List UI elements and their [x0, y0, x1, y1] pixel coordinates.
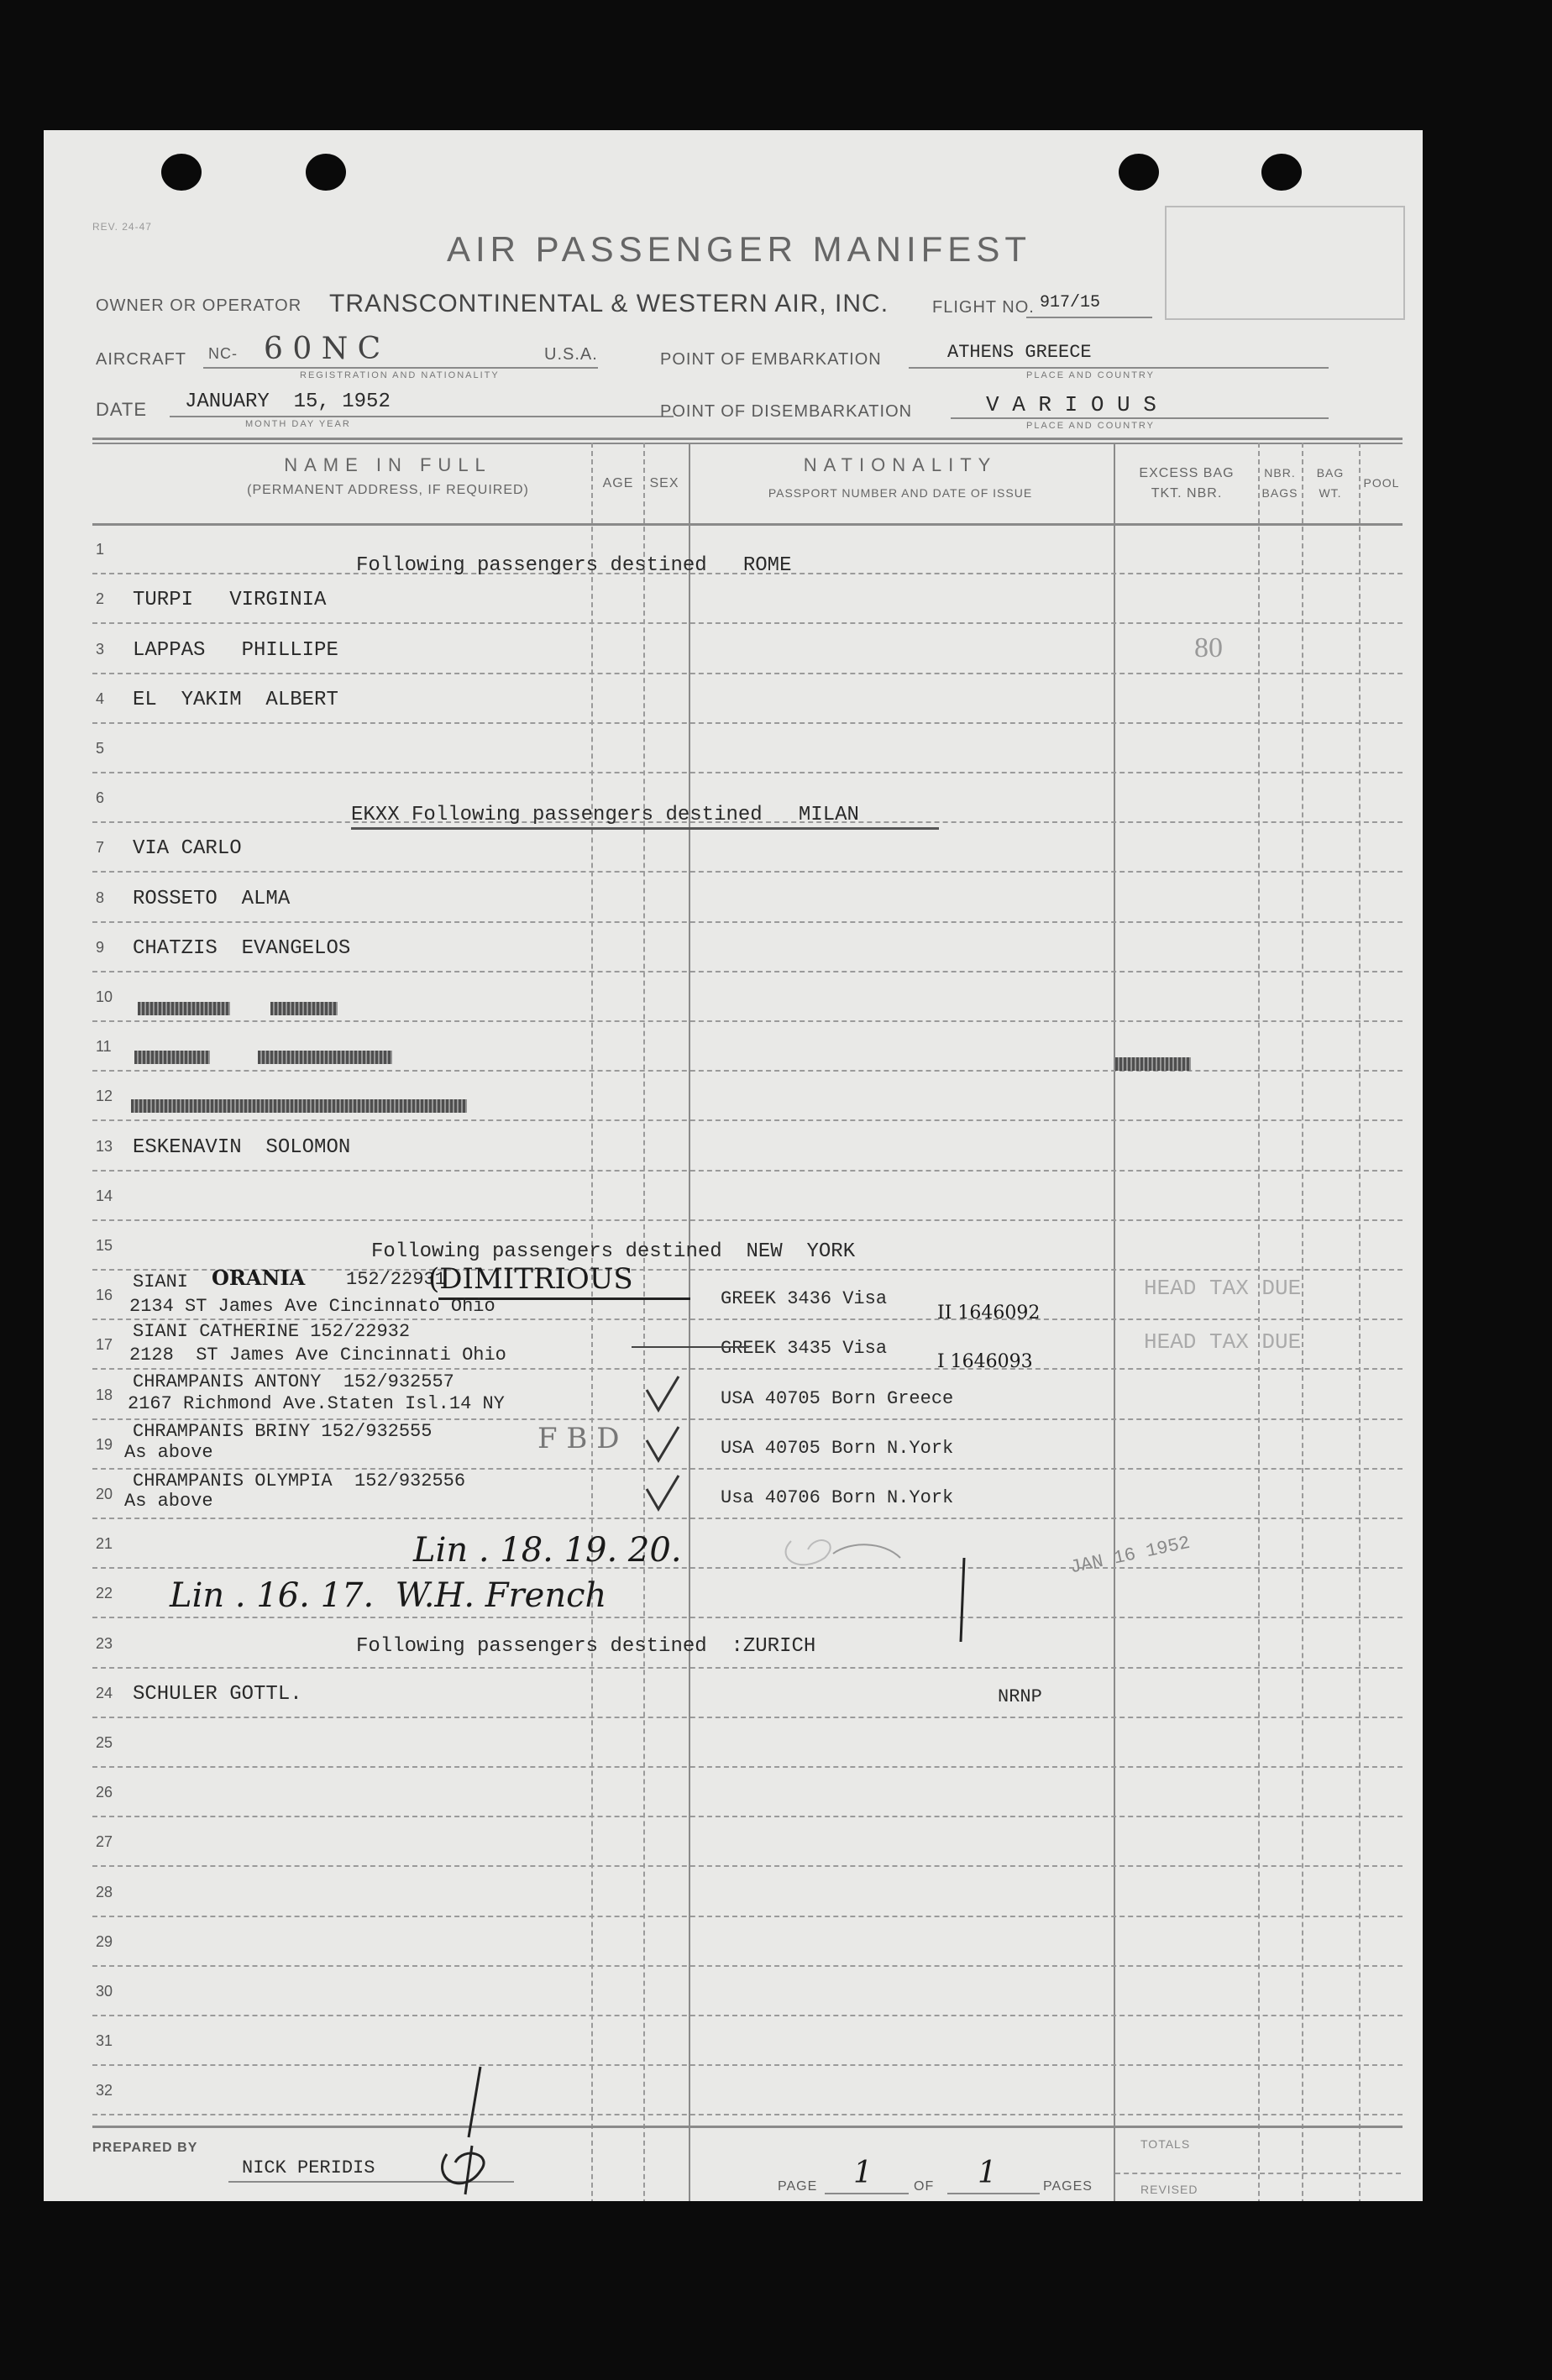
passenger-nationality: USA 40705 Born N.York	[721, 1437, 954, 1459]
row-divider	[92, 622, 1403, 624]
corner-code: REV. 24-47	[92, 221, 152, 233]
col-name: NAME IN FULL	[284, 454, 492, 475]
passenger-name: CHRAMPANIS ANTONY 152/932557	[133, 1371, 454, 1392]
row-divider	[92, 2064, 1403, 2066]
row-divider	[92, 1020, 1403, 1022]
row-divider	[92, 1070, 1403, 1072]
col-sex: SEX	[649, 476, 679, 490]
table-header-border	[92, 523, 1403, 526]
row-divider	[92, 921, 1403, 923]
row-divider	[92, 673, 1403, 674]
passenger-name: SIANI	[133, 1271, 189, 1293]
row-divider	[92, 1816, 1403, 1817]
row-number: 24	[96, 1684, 113, 1701]
passenger-nationality: GREEK 3435 Visa	[721, 1338, 888, 1360]
rome-line: Following passengers destined ROME	[356, 554, 792, 577]
col-bag: BAG	[1316, 466, 1345, 480]
date-stamp: JAN 16 1952	[1068, 1532, 1193, 1579]
disembark-underline	[951, 417, 1329, 419]
row16-address: 2134 ST James Ave Cincinnato Ohio	[129, 1296, 495, 1317]
col-divider	[1258, 443, 1260, 2201]
row-number: 29	[96, 1932, 113, 1950]
owner-value: TRANSCONTINENTAL & WESTERN AIR, INC.	[329, 290, 889, 317]
col-nbr-sub: BAGS	[1261, 486, 1298, 500]
row-number: 15	[96, 1237, 113, 1254]
row16-code: 152/22931	[346, 1269, 446, 1290]
manifest-sheet	[44, 130, 1423, 2201]
row-number: 8	[96, 889, 105, 906]
col-divider	[591, 443, 593, 2201]
passenger-name: SIANI CATHERINE 152/22932	[133, 1321, 411, 1343]
punch-hole	[1119, 154, 1159, 191]
page-underline	[825, 2193, 909, 2194]
row-number: 4	[96, 689, 105, 707]
row-number: 14	[96, 1187, 113, 1204]
row-number: 12	[96, 1088, 113, 1105]
col-divider	[689, 443, 690, 2201]
col-age: AGE	[602, 476, 634, 490]
preparer-signature	[413, 2062, 531, 2196]
totals-label: TOTALS	[1140, 2137, 1191, 2151]
redaction	[270, 1002, 338, 1015]
col-excess-sub: TKT. NBR.	[1151, 486, 1223, 501]
passenger-name: CHATZIS EVANGELOS	[133, 936, 351, 960]
of-label: OF	[914, 2179, 935, 2194]
of-value: 1	[978, 2156, 997, 2190]
row-number: 20	[96, 1486, 113, 1502]
passenger-nationality: GREEK 3436 Visa	[721, 1288, 888, 1310]
row-divider	[92, 971, 1403, 972]
row-number: 26	[96, 1784, 113, 1801]
passenger-name: CHRAMPANIS BRINY 152/932555	[133, 1420, 433, 1442]
passenger-name: SCHULER GOTTL.	[133, 1682, 302, 1706]
punch-hole	[306, 154, 346, 191]
row-divider	[92, 1567, 1403, 1569]
row-number: 17	[96, 1336, 113, 1354]
table-top-border-2	[92, 443, 1403, 444]
head-tax-16: HEAD TAX DUE	[1144, 1276, 1302, 1301]
row16-visa: II 1646092	[937, 1303, 1041, 1324]
flight-value: 917/15	[1040, 293, 1101, 312]
aircraft-value: 6 0 N C	[264, 332, 381, 366]
row-divider	[92, 1418, 1403, 1420]
aircraft-caption: REGISTRATION AND NATIONALITY	[300, 370, 500, 380]
milan-line: EKXX Following passengers destined MILAN	[351, 804, 859, 826]
row-number: 11	[96, 1038, 112, 1056]
embark-underline	[909, 367, 1329, 369]
row-number: 13	[96, 1137, 113, 1155]
page-value: 1	[853, 2156, 873, 2190]
row-divider	[92, 1518, 1403, 1519]
row3-excess: 80	[1194, 632, 1223, 663]
flight-underline	[1026, 317, 1152, 318]
hand-21: Lin . 18. 19. 20.	[413, 1531, 682, 1570]
redaction	[1115, 1057, 1191, 1071]
flight-label: FLIGHT NO.	[932, 298, 1035, 317]
col-nationality: NATIONALITY	[803, 454, 998, 475]
col-divider	[1302, 443, 1303, 2201]
aircraft-prefix: NC-	[208, 345, 238, 362]
col-divider	[1114, 443, 1115, 2201]
prepared-value: NICK PERIDIS	[242, 2157, 375, 2178]
passenger-name: TURPI VIRGINIA	[133, 589, 327, 612]
col-name-sub: (PERMANENT ADDRESS, IF REQUIRED)	[247, 483, 529, 497]
zurich-line: Following passengers destined :ZURICH	[356, 1635, 816, 1658]
row-number: 19	[96, 1435, 113, 1453]
row-divider	[92, 871, 1403, 873]
date-underline	[170, 416, 674, 417]
date-label: DATE	[96, 399, 148, 420]
row-divider	[92, 1368, 1403, 1370]
row-number: 32	[96, 2082, 113, 2100]
aircraft-label: AIRCRAFT	[96, 350, 186, 369]
redaction	[138, 1002, 230, 1015]
redaction	[258, 1051, 392, 1064]
embark-value: ATHENS GREECE	[947, 342, 1092, 363]
row-number: 30	[96, 1983, 113, 2000]
page-title: AIR PASSENGER MANIFEST	[447, 229, 1031, 269]
row-number: 2	[96, 590, 105, 608]
stamp-box	[1165, 206, 1405, 320]
date-caption: MONTH DAY YEAR	[245, 419, 351, 429]
row-number: 6	[96, 789, 105, 807]
row-divider	[92, 1717, 1403, 1718]
prepared-label: PREPARED BY	[92, 2141, 198, 2155]
official-signature	[766, 1507, 1018, 1650]
row18-address: 2167 Richmond Ave.Staten Isl.14 NY	[128, 1393, 505, 1414]
of-underline	[947, 2193, 1040, 2194]
passenger-nationality: NRNP	[998, 1685, 1042, 1707]
row-number: 3	[96, 640, 105, 658]
redaction	[131, 1099, 467, 1113]
row-number: 27	[96, 1833, 113, 1851]
disembark-caption: PLACE AND COUNTRY	[1026, 421, 1155, 431]
passenger-name: CHRAMPANIS OLYMPIA 152/932556	[133, 1470, 466, 1491]
row-divider	[92, 772, 1403, 773]
disembark-label: POINT OF DISEMBARKATION	[660, 402, 913, 421]
row-divider	[92, 1916, 1403, 1917]
new-york-line: Following passengers destined NEW YORK	[371, 1240, 856, 1263]
hand-22: Lin . 16. 17. W.H. French	[170, 1576, 607, 1615]
row-divider	[92, 2114, 1403, 2115]
milan-underline	[351, 827, 939, 830]
embark-label: POINT OF EMBARKATION	[660, 350, 882, 369]
row-divider	[92, 1170, 1403, 1172]
table-top-border	[92, 438, 1403, 440]
col-excess: EXCESS BAG	[1139, 466, 1235, 480]
punch-hole	[161, 154, 202, 191]
row-number: 16	[96, 1287, 113, 1304]
page-label: PAGE	[778, 2179, 818, 2194]
embark-caption: PLACE AND COUNTRY	[1026, 370, 1155, 380]
checkmarks	[640, 1373, 741, 1524]
revised-label: REVISED	[1140, 2183, 1198, 2196]
footer-top-border	[92, 2126, 1403, 2128]
row-divider	[92, 1119, 1403, 1121]
passenger-name: EL YAKIM ALBERT	[133, 688, 338, 711]
row-divider	[92, 1468, 1403, 1470]
owner-label: OWNER OR OPERATOR	[96, 296, 302, 315]
passenger-name: ESKENAVIN SOLOMON	[133, 1135, 351, 1159]
col-divider	[643, 443, 645, 2201]
col-pool: POOL	[1363, 476, 1400, 490]
row17-address: 2128 ST James Ave Cincinnati Ohio	[129, 1345, 506, 1366]
col-bag-sub: WT.	[1319, 486, 1342, 500]
aircraft-underline	[203, 367, 598, 369]
row17-visa: I 1646093	[937, 1351, 1033, 1372]
punch-hole	[1261, 154, 1302, 191]
row-number: 23	[96, 1634, 113, 1652]
row-divider	[92, 722, 1403, 724]
row-number: 25	[96, 1734, 113, 1751]
row-number: 28	[96, 1883, 113, 1900]
passenger-nationality: USA 40705 Born Greece	[721, 1387, 954, 1409]
pages-label: PAGES	[1043, 2179, 1093, 2194]
row-divider	[92, 1219, 1403, 1221]
col-divider	[1359, 443, 1361, 2201]
row-number: 21	[96, 1535, 113, 1553]
row-divider	[92, 1617, 1403, 1618]
row-number: 9	[96, 938, 105, 956]
row-number: 22	[96, 1585, 113, 1602]
redaction	[134, 1051, 210, 1064]
date-value: JANUARY 15, 1952	[185, 391, 391, 413]
row-divider	[92, 1318, 1403, 1320]
col-nbr: NBR.	[1264, 466, 1296, 480]
row16-hand: ORANIA	[212, 1266, 306, 1290]
disembark-value: V A R I O U S	[986, 392, 1156, 417]
row-divider	[92, 2015, 1403, 2016]
row-number: 10	[96, 988, 113, 1005]
row-divider	[92, 1865, 1403, 1867]
row16-hand2: (DIMITRIOUS	[428, 1262, 633, 1296]
totals-divider	[1115, 2173, 1401, 2174]
row-divider	[92, 1667, 1403, 1669]
passenger-name: ROSSETO ALMA	[133, 887, 291, 910]
sex-marks: F B D	[537, 1422, 620, 1455]
row-number: 1	[96, 541, 105, 558]
row-divider	[92, 1965, 1403, 1967]
row-number: 18	[96, 1386, 113, 1403]
passenger-name: VIA CARLO	[133, 837, 242, 861]
passenger-nationality: Usa 40706 Born N.York	[721, 1487, 954, 1508]
aircraft-country: U.S.A.	[544, 345, 598, 364]
row20-address: As above	[124, 1491, 213, 1512]
row-number: 7	[96, 839, 105, 857]
head-tax-17: HEAD TAX DUE	[1144, 1329, 1302, 1355]
row-number: 31	[96, 2032, 113, 2050]
passenger-name: LAPPAS PHILLIPE	[133, 638, 338, 662]
row-divider	[92, 1766, 1403, 1768]
row17-strike	[632, 1346, 749, 1348]
row-number: 5	[96, 740, 105, 757]
row19-address: As above	[124, 1442, 213, 1463]
col-nationality-sub: PASSPORT NUMBER AND DATE OF ISSUE	[768, 486, 1033, 500]
